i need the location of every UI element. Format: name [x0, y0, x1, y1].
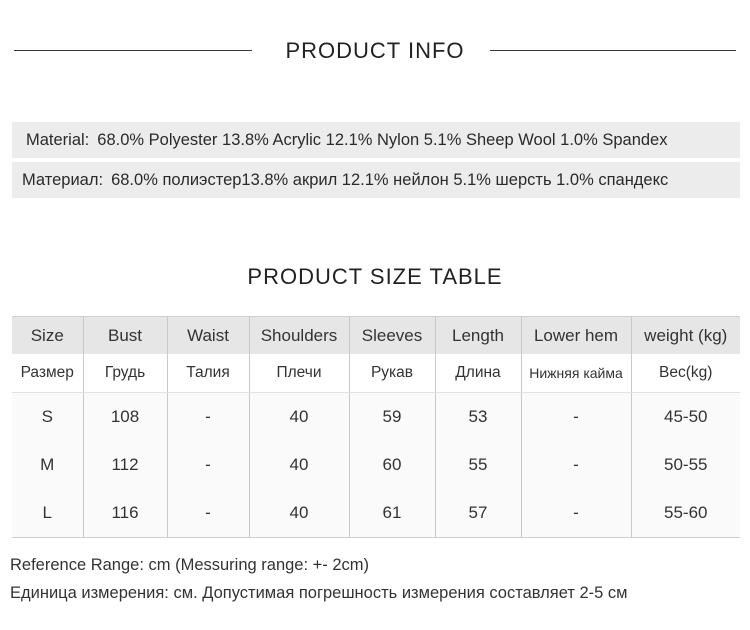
table-cell: 61	[349, 489, 435, 538]
table-cell: 53	[435, 393, 521, 442]
header-cell-ru: Плечи	[249, 354, 349, 393]
table-cell: -	[167, 441, 249, 489]
product-info-title: PRODUCT INFO	[285, 38, 465, 63]
table-row	[12, 489, 740, 538]
table-cell: 55	[435, 441, 521, 489]
table-cell: L	[12, 489, 83, 538]
size-table-title: PRODUCT SIZE TABLE	[247, 264, 503, 289]
table-cell: -	[167, 489, 249, 538]
reference-range-note: Reference Range: cm (Messuring range: +- 2cm)	[10, 556, 370, 574]
material-value-ru: 68.0% полиэстер13.8% акрил 12.1% нейлон 5.1% шерсть 1.0% спандекс	[111, 171, 669, 189]
header-cell: Bust	[83, 317, 167, 355]
header-cell: Waist	[167, 317, 249, 355]
table-row	[12, 393, 740, 442]
header-cell-ru: Рукав	[349, 354, 435, 393]
header-row-ru	[12, 354, 740, 393]
table-cell: 112	[83, 441, 167, 489]
table-cell: 40	[249, 489, 349, 538]
header-cell-ru: Вес(kg)	[631, 354, 740, 393]
material-label-en: Material:	[26, 131, 90, 149]
header-cell: Lower hem	[521, 317, 631, 355]
material-label-ru: Материал:	[22, 171, 104, 189]
table-cell: 50-55	[631, 441, 740, 489]
material-value-en: 68.0% Polyester 13.8% Acrylic 12.1% Nylon 5.1% Sheep Wool 1.0% Spandex	[97, 131, 668, 149]
header-cell-ru: Размер	[12, 354, 83, 393]
table-cell: 116	[83, 489, 167, 538]
table-cell: 40	[249, 441, 349, 489]
header-row-en	[12, 317, 740, 355]
table-cell: S	[12, 393, 83, 442]
header-cell: weight (kg)	[631, 317, 740, 355]
table-cell: -	[167, 393, 249, 442]
table-cell: -	[521, 489, 631, 538]
header-cell: Size	[12, 317, 83, 355]
table-cell: 60	[349, 441, 435, 489]
table-cell: 55-60	[631, 489, 740, 538]
material-row-en	[12, 122, 740, 158]
table-cell: 57	[435, 489, 521, 538]
table-cell: M	[12, 441, 83, 489]
header-cell-ru: Талия	[167, 354, 249, 393]
table-cell: -	[521, 393, 631, 442]
table-row	[12, 441, 740, 489]
table-cell: 59	[349, 393, 435, 442]
table-cell: 45-50	[631, 393, 740, 442]
header-cell-ru: Длина	[435, 354, 521, 393]
table-cell: 108	[83, 393, 167, 442]
header-cell: Shoulders	[249, 317, 349, 355]
table-cell: -	[521, 441, 631, 489]
size-table	[12, 316, 740, 538]
measurement-unit-note: Единица измерения: см. Допустимая погрешность измерения составляет 2-5 см	[10, 584, 628, 602]
header-cell-ru: Грудь	[83, 354, 167, 393]
material-row-ru	[12, 162, 740, 198]
table-cell: 40	[249, 393, 349, 442]
header-cell: Sleeves	[349, 317, 435, 355]
header-cell: Length	[435, 317, 521, 355]
header-cell-ru: Нижняя кайма	[521, 354, 631, 393]
